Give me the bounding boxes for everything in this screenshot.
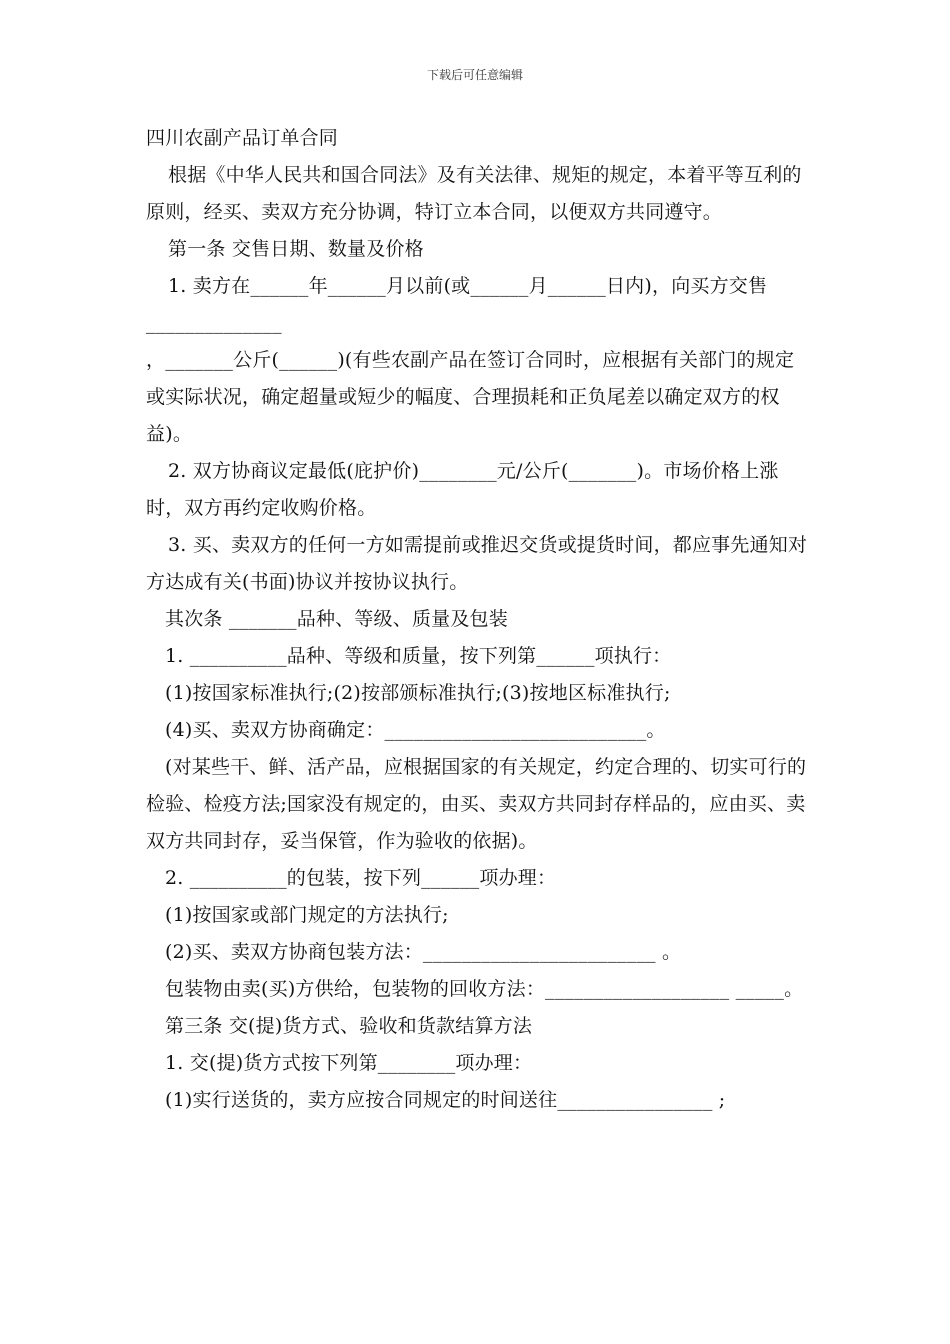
contract-body [146,120,810,1119]
preamble-paragraph: 根据《中华人民共和国合同法》及有关法律、规矩的规定，本着平等互利的原则，经买、卖双方充分协调，特订立本合同，以便双方共同遵守。 [146,164,802,223]
article-1-clause-2: 2. 双方协商议定最低(庇护价)________元/公斤(_______)。市场价格上涨时，双方再约定收购价格。 [146,460,779,519]
article-1-heading: 第一条 交售日期、数量及价格 [168,238,424,260]
article-2-packaging-option-1: (1)按国家或部门规定的方法执行; [165,904,449,926]
article-1-clause-1: 1. 卖方在______年______月以前(或______月______日内)，向买方交售______________ [146,275,768,334]
article-3-heading: 第三条 交(提)货方式、验收和货款结算方法 [165,1015,533,1037]
article-1-clause-3: 3. 买、卖双方的任何一方如需提前或推迟交货或提货时间，都应事先通知对方达成有关(书面)协议并按协议执行。 [146,534,808,593]
article-2-note: (对某些干、鲜、活产品，应根据国家的有关规定，约定合理的、切实可行的检验、检疫方法;国家没有规定的，由买、卖双方共同封存样品的，应由买、卖双方共同封存，妥当保管，作为验收的依据)。 [146,756,807,852]
article-1-clause-1-cont: ，_______公斤(______)(有些农副产品在签订合同时，应根据有关部门的规定或实际状况，确定超量或短少的幅度、合理损耗和正负尾差以确定双方的权益)。 [146,349,795,445]
article-2-packaging-recovery: 包装物由卖(买)方供给，包装物的回收方法：___________________ _____。 [165,978,804,1000]
document-title: 四川农副产品订单合同 [146,127,339,149]
article-2-heading: 其次条 _______品种、等级、质量及包装 [165,608,508,630]
article-3-clause-1: 1. 交(提)货方式按下列第________项办理： [165,1052,533,1074]
article-2-options-1-3: (1)按国家标准执行;(2)按部颁标准执行;(3)按地区标准执行; [165,682,671,704]
article-3-delivery-option-1: (1)实行送货的，卖方应按合同规定的时间送往________________ ; [165,1089,726,1111]
article-2-option-4: (4)买、卖双方协商确定：___________________________。 [165,719,666,741]
article-2-clause-2: 2. __________的包装，按下列______项办理： [165,867,557,889]
article-2-clause-1: 1. __________品种、等级和质量，按下列第______项执行： [165,645,672,667]
article-2-packaging-option-2: (2)买、卖双方协商包装方法：________________________ 。 [165,941,682,963]
page-header: 下载后可任意编辑 [426,68,523,82]
